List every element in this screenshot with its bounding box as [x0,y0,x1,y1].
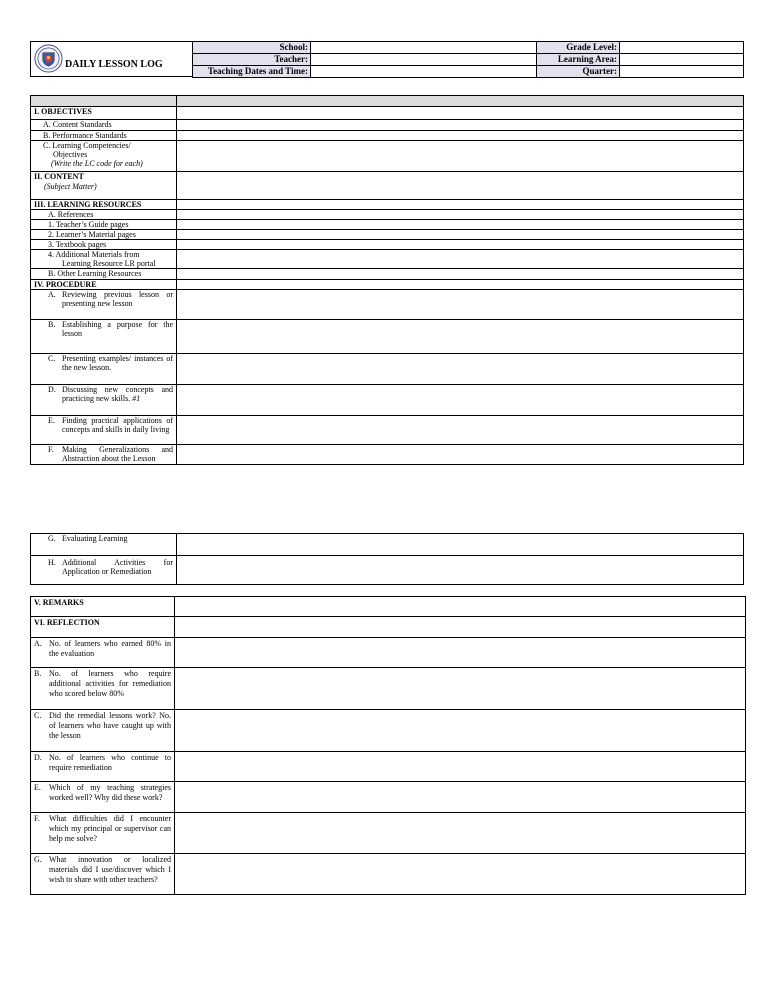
procedure-c-marker: C. [48,354,56,363]
references-field[interactable] [177,210,744,220]
reflection-e-label [31,782,175,813]
procedure-d-text: Discussing new concepts and practicing new skills. [62,385,173,403]
reflection-b-marker: B. [34,669,42,678]
learners-material-label: 2. Learner’s Material pages [31,230,177,240]
procedure-f-text: Making Generalizations and Abstraction about the Lesson [62,445,173,463]
procedure-a-field[interactable] [177,290,744,320]
procedure-b-label [31,320,177,354]
teaching-dates-field[interactable] [311,66,537,78]
reflection-a-text: No. of learners who earned 80% in the evaluation [49,639,171,658]
learning-resources-field[interactable] [177,200,744,210]
performance-standards-field[interactable] [177,131,744,141]
reflection-b-text: No. of learners who require additional activities for remediation who scored below 80% [49,669,171,698]
reflection-e-marker: E. [34,783,41,792]
reflection-g-field[interactable] [175,854,746,895]
reflection-e-text: Which of my teaching strategies worked well? Why did these work? [49,783,171,802]
header-title-block [30,41,193,77]
procedure-h-field[interactable] [177,556,744,585]
procedure-g-field[interactable] [177,534,744,556]
remarks-heading: V. REMARKS [31,597,175,617]
reflection-c-field[interactable] [175,710,746,752]
reflection-table [30,596,746,895]
procedure-f-marker: F. [48,445,54,454]
content-label [31,172,177,200]
reflection-b-label [31,668,175,710]
teacher-field[interactable] [311,54,537,66]
reflection-d-marker: D. [34,753,42,762]
procedure-e-label [31,416,177,445]
procedure-a-text: Reviewing previous lesson or presenting new lesson [62,290,173,308]
reflection-heading: VI. REFLECTION [31,617,175,638]
learning-area-label: Learning Area: [537,54,620,66]
procedure-g-text: Evaluating Learning [62,534,128,543]
procedure-a-label [31,290,177,320]
teachers-guide-field[interactable] [177,220,744,230]
reflection-g-text: What innovation or localized materials did I use/discover which I wish to share with other teachers? [49,855,171,884]
header-bar-left [31,96,177,107]
procedure-b-marker: B. [48,320,56,329]
procedure-f-field[interactable] [177,445,744,465]
procedure-a-marker: A. [48,290,56,299]
learning-resources-heading: III. LEARNING RESOURCES [31,200,177,210]
quarter-label: Quarter: [537,66,620,78]
additional-materials-label [31,250,177,269]
procedure-b-text: Establishing a purpose for the lesson [62,320,173,338]
reflection-f-label [31,813,175,854]
learning-competencies-field[interactable] [177,141,744,172]
reflection-f-marker: F. [34,814,40,823]
learning-area-field[interactable] [620,54,744,66]
reflection-f-text: What difficulties did I encounter which my principal or supervisor can help me solve? [49,814,171,843]
procedure-b-field[interactable] [177,320,744,354]
procedure-g-marker: G. [48,534,56,543]
procedure-e-field[interactable] [177,416,744,445]
lc-line-1: C. Learning Competencies/ [43,141,131,150]
procedure-c-text: Presenting examples/ instances of the new lesson. [62,354,173,372]
quarter-field[interactable] [620,66,744,78]
deped-seal-icon [34,44,63,73]
school-field[interactable] [311,42,537,54]
reflection-a-label [31,638,175,668]
learning-competencies-label [31,141,177,172]
objectives-heading: I. OBJECTIVES [31,107,177,120]
lc-line-3: (Write the LC code for each) [51,159,143,168]
reflection-a-field[interactable] [175,638,746,668]
teacher-label: Teacher: [193,54,311,66]
procedure-h-marker: H. [48,558,56,567]
reflection-g-label [31,854,175,895]
content-standards-label: A. Content Standards [31,120,177,131]
procedure-c-label [31,354,177,385]
grade-level-label: Grade Level: [537,42,620,54]
procedure-d-marker: D. [48,385,56,394]
procedure-g-label [31,534,177,556]
procedure-e-marker: E. [48,416,55,425]
procedure-d-field[interactable] [177,385,744,416]
reflection-d-label [31,752,175,782]
reflection-d-field[interactable] [175,752,746,782]
learners-material-field[interactable] [177,230,744,240]
reflection-f-field[interactable] [175,813,746,854]
school-label: School: [193,42,311,54]
reflection-c-label [31,710,175,752]
procedure-c-field[interactable] [177,354,744,385]
grade-level-field[interactable] [620,42,744,54]
reflection-c-marker: C. [34,711,42,720]
textbook-pages-label: 3. Textbook pages [31,240,177,250]
additional-materials-field[interactable] [177,250,744,269]
reflection-g-marker: G. [34,855,42,864]
lesson-log-table [30,95,744,465]
reflection-d-text: No. of learners who continue to require remediation [49,753,171,772]
performance-standards-label: B. Performance Standards [31,131,177,141]
other-resources-label: B. Other Learning Resources [31,269,177,280]
content-heading: II. CONTENT [34,172,84,181]
reflection-b-field[interactable] [175,668,746,710]
reflection-e-field[interactable] [175,782,746,813]
objectives-field[interactable] [177,107,744,120]
procedure-e-text: Finding practical applications of concepts and skills in daily living [62,416,173,434]
procedure-d-label [31,385,177,416]
procedure-f-label [31,445,177,465]
procedure-continued-table [30,533,744,585]
procedure-d-tag: #1 [132,394,141,403]
subject-matter-note: (Subject Matter) [44,182,97,191]
procedure-h-text: Additional Activities for Application or Remediation [62,558,173,576]
references-label: A. References [31,210,177,220]
procedure-field[interactable] [177,280,744,290]
header-fields-table [192,41,744,78]
other-resources-field[interactable] [177,269,744,280]
textbook-pages-field[interactable] [177,240,744,250]
reflection-a-marker: A. [34,639,42,648]
document-title: DAILY LESSON LOG [65,59,163,70]
header-bar-right [177,96,744,107]
remarks-field[interactable] [175,597,746,617]
reflection-field[interactable] [175,617,746,638]
content-standards-field[interactable] [177,120,744,131]
procedure-h-label [31,556,177,585]
additional-materials-line-1: 4. Additional Materials from [48,250,140,259]
procedure-heading: IV. PROCEDURE [31,280,177,290]
lc-line-2: Objectives [53,150,88,159]
teachers-guide-label: 1. Teacher’s Guide pages [31,220,177,230]
content-field[interactable] [177,172,744,200]
reflection-c-text: Did the remedial lessons work? No. of learners who have caught up with the lesson [49,711,171,740]
additional-materials-line-2: Learning Resource LR portal [62,259,156,268]
teaching-dates-label: Teaching Dates and Time: [193,66,311,78]
